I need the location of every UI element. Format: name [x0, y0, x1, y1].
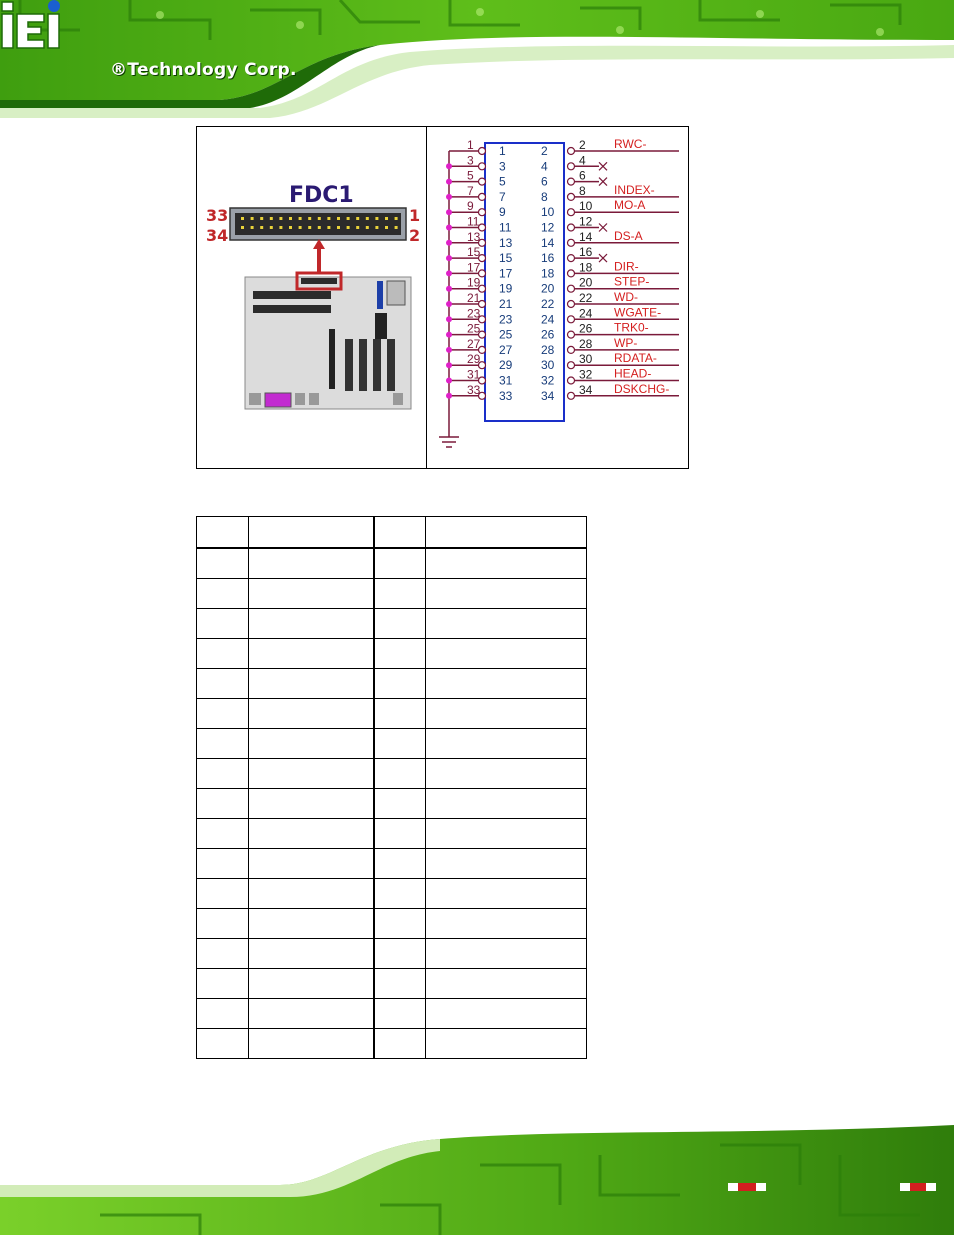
table-cell [374, 759, 426, 789]
table-cell [374, 819, 426, 849]
table-cell [197, 939, 249, 969]
odd-pin-number-outer: 13 [467, 229, 481, 244]
connector-pin [366, 217, 369, 220]
connector-pin [241, 217, 244, 220]
odd-pin-number: 11 [499, 220, 512, 235]
connector-pin [347, 217, 350, 220]
table-cell [374, 548, 426, 579]
connector-pin [327, 217, 330, 220]
connector-pin [318, 226, 321, 229]
pin-terminal [568, 392, 575, 399]
table-cell [374, 939, 426, 969]
even-pin-number: 24 [541, 312, 555, 327]
pin-label-top-right: 1 [409, 206, 421, 225]
pin-label-bottom-left: 34 [206, 226, 229, 245]
table-cell [249, 548, 374, 579]
even-pin-number: 12 [541, 220, 555, 235]
connector-pin [299, 217, 302, 220]
even-pin-number: 26 [541, 327, 555, 342]
table-header-cell [426, 517, 587, 549]
odd-pin-number-outer: 23 [467, 306, 481, 321]
connector-pin [270, 226, 273, 229]
header-banner [0, 0, 954, 120]
odd-pin-number-outer: 21 [467, 291, 481, 305]
table-cell [426, 1029, 587, 1059]
ground-junction [446, 393, 452, 399]
table-cell [249, 969, 374, 999]
fdc1-connector-graphic [229, 207, 407, 241]
table-cell [426, 548, 587, 579]
table-row [197, 879, 587, 909]
table-row [197, 819, 587, 849]
table-cell [197, 548, 249, 579]
table-cell [197, 729, 249, 759]
ground-junction [446, 163, 452, 169]
table-header-row [197, 517, 587, 549]
table-cell [197, 969, 249, 999]
even-pin-number: 22 [541, 297, 555, 311]
odd-pin-number-outer: 25 [467, 321, 481, 336]
table-cell [426, 909, 587, 939]
table-cell [426, 879, 587, 909]
table-row [197, 969, 587, 999]
connector-title: FDC1 [289, 183, 354, 208]
odd-pin-number: 7 [499, 189, 506, 204]
connector-pin [356, 217, 359, 220]
even-pin-number: 4 [541, 159, 548, 174]
even-pin-number: 8 [541, 189, 548, 204]
table-row [197, 759, 587, 789]
table-header-cell [249, 517, 374, 549]
connector-pin [356, 226, 359, 229]
even-pin-number: 14 [541, 235, 555, 250]
odd-pin-number: 33 [499, 388, 513, 403]
table-cell [197, 789, 249, 819]
signal-name: RWC- [614, 137, 647, 151]
connector-pin [337, 226, 340, 229]
table-cell [374, 669, 426, 699]
odd-pin-number: 3 [499, 159, 506, 174]
connector-pin [299, 226, 302, 229]
connector-pin [337, 217, 340, 220]
even-pin-number-outer: 14 [579, 229, 593, 244]
table-cell [426, 849, 587, 879]
table-row [197, 939, 587, 969]
connector-pin [308, 226, 311, 229]
ground-junction [446, 225, 452, 231]
connector-pin [260, 226, 263, 229]
table-cell [197, 579, 249, 609]
connector-pin [279, 217, 282, 220]
even-pin-number-outer: 12 [579, 214, 593, 229]
table-cell [249, 999, 374, 1029]
odd-pin-number: 17 [499, 266, 513, 281]
table-cell [197, 669, 249, 699]
connector-pin [395, 217, 398, 220]
table-cell [426, 669, 587, 699]
pin-terminal [568, 148, 575, 155]
pin-terminal [479, 148, 486, 155]
table-row [197, 849, 587, 879]
table-row [197, 639, 587, 669]
connector-pin [385, 217, 388, 220]
ground-junction [446, 194, 452, 200]
table-row [197, 699, 587, 729]
odd-pin-number-outer: 31 [467, 367, 481, 382]
ground-junction [446, 270, 452, 276]
pin-terminal [568, 270, 575, 277]
table-cell [197, 639, 249, 669]
connector-pin [318, 217, 321, 220]
table-cell [249, 609, 374, 639]
ground-junction [446, 179, 452, 185]
table-cell [197, 759, 249, 789]
pin-terminal [568, 362, 575, 369]
even-pin-number-outer: 16 [579, 245, 593, 260]
table-cell [374, 699, 426, 729]
odd-pin-number-outer: 7 [467, 183, 474, 198]
signal-name: INDEX- [614, 182, 655, 197]
pin-terminal [568, 193, 575, 200]
even-pin-number: 18 [541, 266, 555, 281]
connector-pin [308, 217, 311, 220]
table-cell [426, 939, 587, 969]
table-row [197, 999, 587, 1029]
pinout-table [196, 516, 587, 1059]
table-row [197, 729, 587, 759]
connector-pin [347, 226, 350, 229]
connector-pin [279, 226, 282, 229]
table-cell [374, 969, 426, 999]
odd-pin-number: 23 [499, 312, 513, 327]
even-pin-number-outer: 26 [579, 321, 593, 336]
pin-terminal [479, 209, 486, 216]
table-cell [374, 789, 426, 819]
even-pin-number-outer: 20 [579, 275, 593, 290]
odd-pin-number-outer: 1 [467, 138, 474, 152]
even-pin-number-outer: 4 [579, 153, 586, 168]
connector-pin [251, 226, 254, 229]
even-pin-number-outer: 30 [579, 352, 593, 367]
odd-pin-number-outer: 3 [467, 153, 474, 168]
footer-circuit-background [0, 1125, 954, 1235]
table-cell [197, 699, 249, 729]
signal-name: MO-A [614, 198, 646, 213]
table-cell [374, 729, 426, 759]
even-pin-number-outer: 28 [579, 336, 593, 351]
table-row [197, 579, 587, 609]
even-pin-number: 34 [541, 388, 555, 403]
ground-junction [446, 286, 452, 292]
odd-pin-number: 13 [499, 235, 513, 250]
signal-name: WGATE- [614, 305, 662, 320]
signal-name: TRK0- [614, 320, 649, 335]
odd-pin-number: 29 [499, 358, 513, 373]
pin-terminal [568, 163, 575, 170]
even-pin-number-outer: 22 [579, 291, 593, 305]
pin-terminal [568, 377, 575, 384]
pin-terminal [568, 285, 575, 292]
odd-pin-number: 25 [499, 327, 513, 342]
pin-terminal [568, 255, 575, 262]
even-pin-number-outer: 10 [579, 199, 593, 214]
ground-junction [446, 347, 452, 353]
table-cell [426, 969, 587, 999]
odd-pin-number-outer: 11 [467, 214, 480, 229]
table-cell [197, 849, 249, 879]
even-pin-number: 16 [541, 251, 555, 266]
connector-pin [289, 217, 292, 220]
signal-name: DIR- [614, 259, 639, 274]
signal-name: WD- [614, 290, 638, 304]
odd-pin-number: 5 [499, 174, 506, 189]
table-cell [249, 639, 374, 669]
table-cell [426, 789, 587, 819]
pin-label-bottom-right: 2 [409, 226, 421, 245]
ground-junction [446, 209, 452, 215]
odd-pin-number: 15 [499, 251, 513, 266]
even-pin-number: 6 [541, 174, 548, 189]
ground-junction [446, 240, 452, 246]
connector-pin [251, 217, 254, 220]
odd-pin-number-outer: 33 [467, 382, 481, 397]
even-pin-number-outer: 32 [579, 367, 593, 382]
odd-pin-number-outer: 27 [467, 336, 481, 351]
table-row [197, 789, 587, 819]
table-cell [249, 909, 374, 939]
table-cell [249, 939, 374, 969]
table-cell [374, 999, 426, 1029]
table-cell [197, 879, 249, 909]
ground-junction [446, 255, 452, 261]
odd-pin-number-outer: 5 [467, 168, 474, 183]
signal-name: HEAD- [614, 366, 652, 381]
odd-pin-number: 1 [499, 144, 506, 158]
even-pin-number-outer: 34 [579, 382, 593, 397]
motherboard-location-diagram [243, 239, 413, 417]
connector-pin [270, 217, 273, 220]
connector-pin [385, 226, 388, 229]
figure-divider [426, 127, 427, 468]
odd-pin-number-outer: 29 [467, 352, 481, 367]
brand-name: ®Technology Corp. [110, 60, 297, 80]
table-cell [426, 729, 587, 759]
odd-pin-number-outer: 15 [467, 245, 481, 260]
even-pin-number-outer: 8 [579, 183, 586, 198]
table-header-cell [197, 517, 249, 549]
odd-pin-number: 27 [499, 342, 513, 357]
table-cell [374, 1029, 426, 1059]
table-cell [197, 909, 249, 939]
table-cell [426, 759, 587, 789]
fdc1-figure [196, 126, 689, 469]
table-cell [374, 909, 426, 939]
even-pin-number-outer: 18 [579, 260, 593, 275]
pin-terminal [479, 163, 486, 170]
connector-pin [327, 226, 330, 229]
table-cell [374, 849, 426, 879]
even-pin-number: 20 [541, 281, 555, 296]
pin-label-top-left: 33 [206, 206, 229, 225]
table-cell [374, 579, 426, 609]
table-row [197, 548, 587, 579]
ground-junction [446, 316, 452, 322]
signal-name: RDATA- [614, 351, 657, 366]
table-header-cell [374, 517, 426, 549]
even-pin-number: 30 [541, 358, 555, 373]
ground-junction [446, 332, 452, 338]
table-cell [249, 759, 374, 789]
ground-junction [446, 301, 452, 307]
ground-junction [446, 362, 452, 368]
signal-name: DS-A [614, 228, 643, 243]
connector-pin [366, 226, 369, 229]
odd-pin-number-outer: 17 [467, 260, 481, 275]
even-pin-number: 10 [541, 205, 555, 220]
table-cell [249, 579, 374, 609]
table-cell [249, 669, 374, 699]
table-cell [249, 1029, 374, 1059]
even-pin-number: 32 [541, 373, 555, 388]
signal-name: DSKCHG- [614, 381, 670, 396]
table-cell [249, 819, 374, 849]
table-cell [374, 639, 426, 669]
even-pin-number: 2 [541, 144, 548, 158]
odd-pin-number: 19 [499, 281, 513, 296]
table-cell [426, 579, 587, 609]
table-cell [197, 1029, 249, 1059]
connector-pin [289, 226, 292, 229]
even-pin-number: 28 [541, 342, 555, 357]
signal-name: WP- [614, 335, 638, 350]
pin-terminal [568, 178, 575, 185]
ground-junction [446, 378, 452, 384]
table-cell [426, 819, 587, 849]
pin-terminal [568, 301, 575, 308]
connector-pin [375, 217, 378, 220]
table-row [197, 609, 587, 639]
table-row [197, 669, 587, 699]
even-pin-number-outer: 2 [579, 138, 586, 152]
connector-pin [241, 226, 244, 229]
connector-pin [375, 226, 378, 229]
table-row [197, 909, 587, 939]
pinout-schematic [429, 137, 687, 457]
table-cell [249, 849, 374, 879]
pin-terminal [568, 239, 575, 246]
table-cell [197, 819, 249, 849]
odd-pin-number-outer: 19 [467, 275, 481, 290]
table-cell [374, 879, 426, 909]
pin-terminal [568, 316, 575, 323]
signal-name: STEP- [614, 274, 650, 289]
table-cell [197, 999, 249, 1029]
odd-pin-number: 31 [499, 373, 513, 388]
even-pin-number-outer: 24 [579, 306, 593, 321]
connector-pin [260, 217, 263, 220]
footer-banner [0, 1125, 954, 1235]
pin-terminal [568, 346, 575, 353]
even-pin-number-outer: 6 [579, 168, 586, 183]
pin-terminal [568, 224, 575, 231]
pin-terminal [479, 178, 486, 185]
table-cell [426, 609, 587, 639]
pin-terminal [568, 331, 575, 338]
table-cell [426, 639, 587, 669]
table-cell [249, 789, 374, 819]
odd-pin-number-outer: 9 [467, 199, 474, 214]
table-cell [249, 699, 374, 729]
table-cell [426, 699, 587, 729]
table-cell [426, 999, 587, 1029]
pin-terminal [479, 193, 486, 200]
table-row [197, 1029, 587, 1059]
odd-pin-number: 21 [499, 297, 513, 311]
odd-pin-number: 9 [499, 205, 506, 220]
table-cell [197, 609, 249, 639]
table-cell [374, 609, 426, 639]
pin-terminal [568, 209, 575, 216]
table-cell [249, 879, 374, 909]
table-cell [249, 729, 374, 759]
connector-pin [395, 226, 398, 229]
iei-logo [0, 0, 70, 50]
